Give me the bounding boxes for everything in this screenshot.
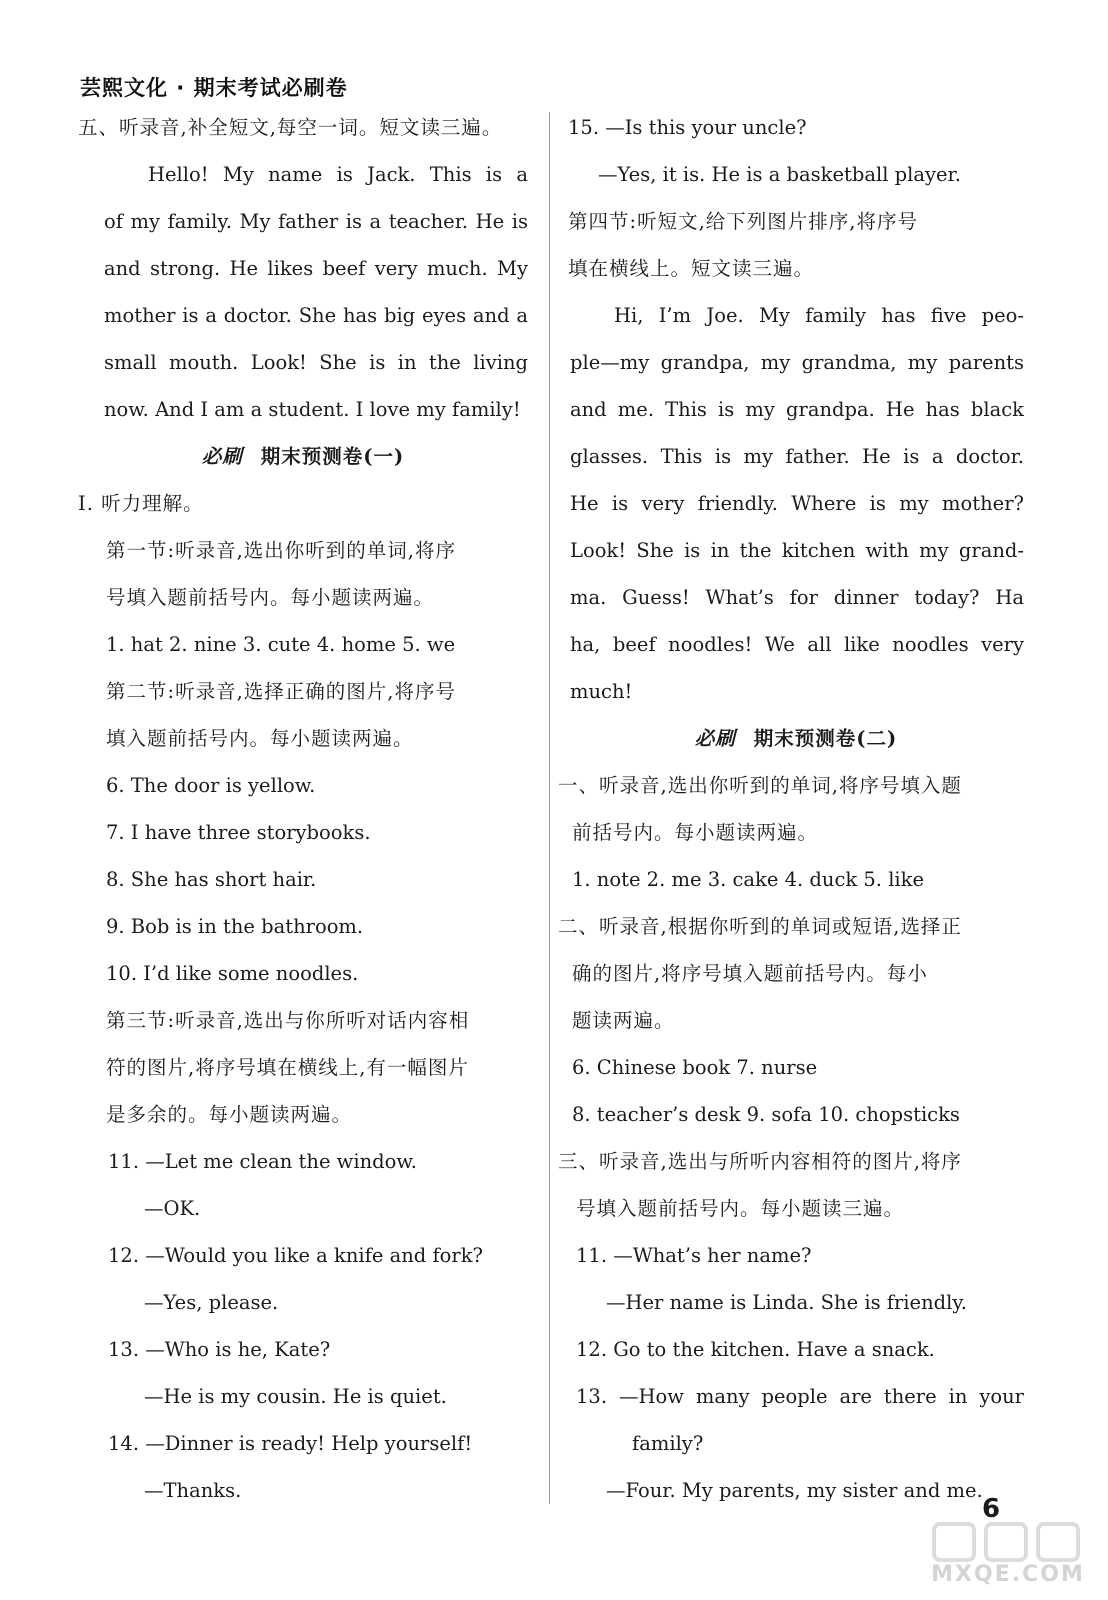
right-text-line: 15. —Is this your uncle? bbox=[568, 116, 807, 139]
left-text-line: small mouth. Look! She is in the living bbox=[104, 351, 528, 374]
right-text-line: 填在横线上。短文读三遍。 bbox=[568, 257, 815, 280]
right-section-title bbox=[568, 715, 1024, 762]
right-text-line: 1. note 2. me 3. cake 4. duck 5. like bbox=[572, 868, 925, 891]
right-text-line: 一、听录音,选出你听到的单词,将序号填入题 bbox=[558, 774, 962, 797]
left-text-line: 是多余的。每小题读两遍。 bbox=[106, 1103, 353, 1126]
left-text-line: Ⅰ. 听力理解。 bbox=[78, 492, 204, 515]
right-text-line: 13. —How many people are there in your bbox=[576, 1385, 1024, 1408]
right-text-line: 8. teacher’s desk 9. sofa 10. chopsticks bbox=[572, 1103, 960, 1126]
left-text-line: mother is a doctor. She has big eyes and a bbox=[104, 304, 528, 327]
left-text-line: 第二节:听录音,选择正确的图片,将序号 bbox=[106, 680, 456, 703]
section-title-text: 期末预测卷(一) bbox=[260, 445, 405, 468]
left-text-line: 12. —Would you like a knife and fork? bbox=[108, 1244, 483, 1267]
page-header-title: 芸熙文化 · 期末考试必刷卷 bbox=[80, 76, 348, 100]
left-text-line: 1. hat 2. nine 3. cute 4. home 5. we bbox=[106, 633, 456, 656]
right-text-line: Look! She is in the kitchen with my grand- bbox=[570, 539, 1024, 562]
right-column bbox=[558, 104, 1024, 1514]
right-text-line: 号填入题前括号内。每小题读三遍。 bbox=[576, 1197, 905, 1220]
left-text-line: 10. I’d like some noodles. bbox=[106, 962, 359, 985]
page-number: 6 bbox=[982, 1494, 1001, 1524]
left-text-line: of my family. My father is a teacher. He is bbox=[104, 210, 528, 233]
left-text-line: 9. Bob is in the bathroom. bbox=[106, 915, 364, 938]
right-text-line: 确的图片,将序号填入题前括号内。每小 bbox=[572, 962, 928, 985]
left-text-line: and strong. He likes beef very much. My bbox=[104, 257, 528, 280]
right-text-line: 三、听录音,选出与所听内容相符的图片,将序 bbox=[558, 1150, 962, 1173]
right-text-line: Hi, I’m Joe. My family has five peo- bbox=[614, 304, 1024, 327]
brand-mark: 必刷 bbox=[694, 727, 736, 750]
left-text-line: 填入题前括号内。每小题读两遍。 bbox=[106, 727, 414, 750]
right-text-line: ha, beef noodles! We all like noodles very bbox=[570, 633, 1024, 656]
right-text-line: 题读两遍。 bbox=[572, 1009, 675, 1032]
left-text-line: 第一节:听录音,选出你听到的单词,将序 bbox=[106, 539, 456, 562]
right-text-line: 第四节:听短文,给下列图片排序,将序号 bbox=[568, 210, 918, 233]
left-text-line: 7. I have three storybooks. bbox=[106, 821, 371, 844]
right-text-line: —Her name is Linda. She is friendly. bbox=[606, 1291, 967, 1314]
brand-mark: 必刷 bbox=[201, 445, 243, 468]
right-text-line: glasses. This is my father. He is a doctor. bbox=[570, 445, 1024, 468]
right-text-line: 11. —What’s her name? bbox=[576, 1244, 812, 1267]
right-text-line: much! bbox=[570, 680, 633, 703]
watermark-text: MXQE.COM bbox=[931, 1562, 1085, 1587]
right-text-line: ple—my grandpa, my grandma, my parents bbox=[570, 351, 1024, 374]
left-column bbox=[78, 104, 528, 1514]
right-text-line: and me. This is my grandpa. He has black bbox=[570, 398, 1024, 421]
left-text-line: 符的图片,将序号填在横线上,有一幅图片 bbox=[106, 1056, 469, 1079]
left-text-line: 五、听录音,补全短文,每空一词。短文读三遍。 bbox=[78, 116, 503, 139]
left-text-line: 6. The door is yellow. bbox=[106, 774, 316, 797]
left-text-line: 8. She has short hair. bbox=[106, 868, 317, 891]
right-text-line: 二、听录音,根据你听到的单词或短语,选择正 bbox=[558, 915, 962, 938]
section-title-text: 期末预测卷(二) bbox=[753, 727, 898, 750]
right-text-line: He is very friendly. Where is my mother? bbox=[570, 492, 1024, 515]
right-text-line: family? bbox=[632, 1432, 704, 1455]
right-text-line: 12. Go to the kitchen. Have a snack. bbox=[576, 1338, 935, 1361]
right-text-line: 前括号内。每小题读两遍。 bbox=[572, 821, 819, 844]
left-text-line: —Yes, please. bbox=[144, 1291, 279, 1314]
left-text-line: —Thanks. bbox=[144, 1479, 242, 1502]
left-text-line: 11. —Let me clean the window. bbox=[108, 1150, 417, 1173]
left-section-title bbox=[78, 433, 528, 480]
left-text-line: Hello! My name is Jack. This is a bbox=[148, 163, 528, 186]
right-text-line: —Yes, it is. He is a basketball player. bbox=[598, 163, 961, 186]
right-text-line: ma. Guess! What’s for dinner today? Ha bbox=[570, 586, 1024, 609]
left-text-line: —He is my cousin. He is quiet. bbox=[144, 1385, 447, 1408]
left-text-line: 第三节:听录音,选出与你所听对话内容相 bbox=[106, 1009, 470, 1032]
left-text-line: now. And I am a student. I love my family! bbox=[104, 398, 521, 421]
right-text-line: 6. Chinese book 7. nurse bbox=[572, 1056, 818, 1079]
left-text-line: 13. —Who is he, Kate? bbox=[108, 1338, 331, 1361]
left-text-line: 14. —Dinner is ready! Help yourself! bbox=[108, 1432, 473, 1455]
left-text-line: —OK. bbox=[144, 1197, 201, 1220]
column-divider bbox=[549, 112, 550, 1504]
left-text-line: 号填入题前括号内。每小题读两遍。 bbox=[106, 586, 435, 609]
right-text-line: —Four. My parents, my sister and me. bbox=[606, 1479, 983, 1502]
